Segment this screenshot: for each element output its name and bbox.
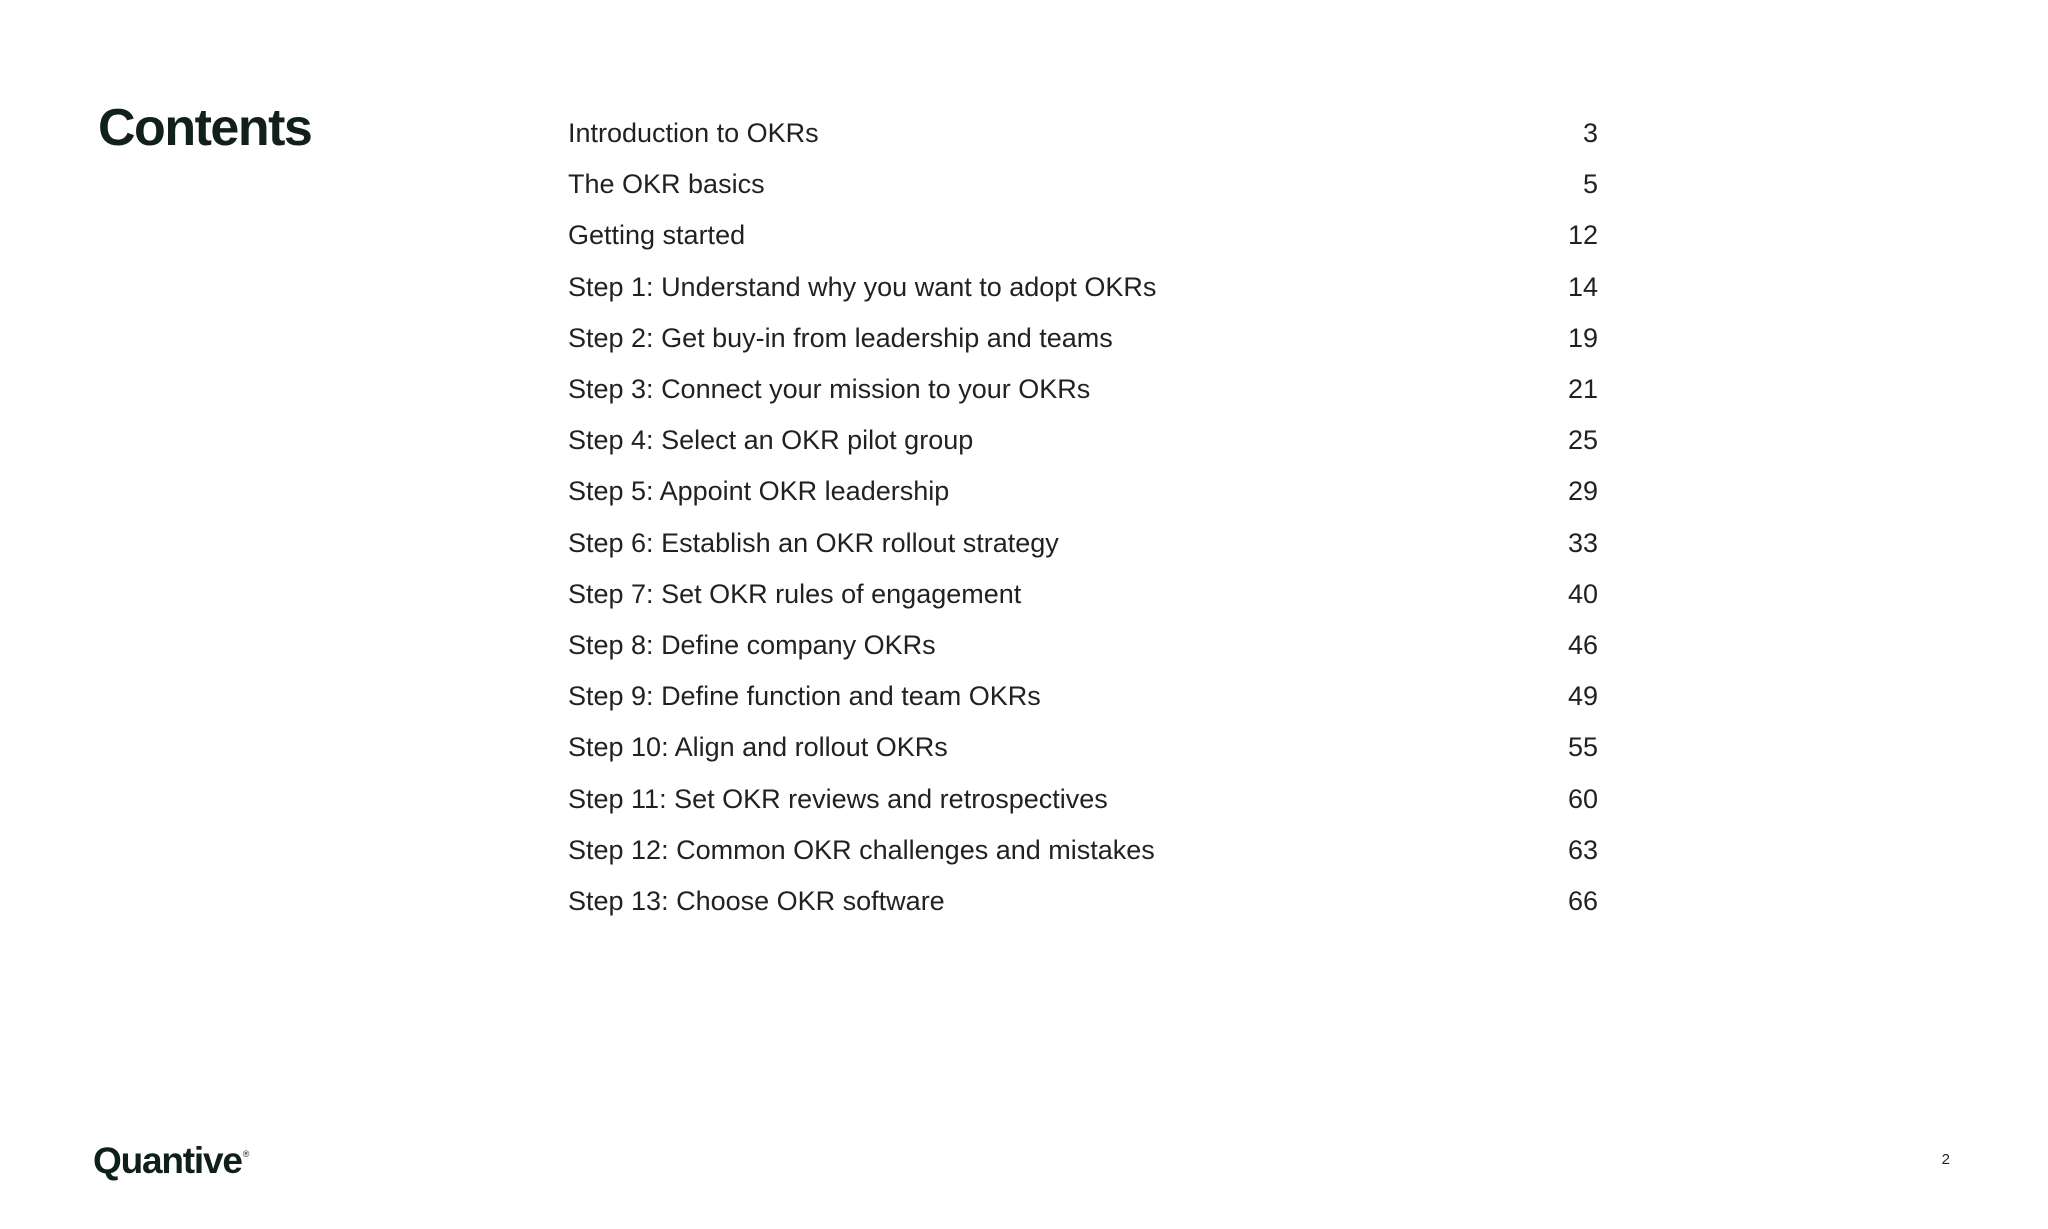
toc-entry-label: Introduction to OKRs — [568, 118, 819, 149]
toc-entry-page: 21 — [1567, 374, 1598, 405]
toc-entry-label: The OKR basics — [568, 169, 765, 200]
toc-entry[interactable] — [568, 722, 1598, 773]
toc-entry-label: Step 6: Establish an OKR rollout strategy — [568, 527, 1059, 558]
toc-entry-page: 19 — [1567, 322, 1598, 353]
toc-entry-page: 66 — [1567, 885, 1598, 916]
toc-entry-label: Step 11: Set OKR reviews and retrospectives — [568, 783, 1108, 814]
toc-entry[interactable] — [568, 364, 1598, 415]
toc-entry-page: 63 — [1567, 834, 1598, 865]
toc-entry[interactable] — [568, 773, 1598, 824]
toc-entry[interactable] — [568, 415, 1598, 466]
toc-entry-page: 33 — [1567, 527, 1598, 558]
toc-entry-label: Step 5: Appoint OKR leadership — [568, 476, 950, 507]
logo-wordmark: Quantive — [93, 1140, 242, 1181]
toc-entry-label: Step 9: Define function and team OKRs — [568, 681, 1041, 712]
toc-entry-label: Step 10: Align and rollout OKRs — [568, 732, 948, 763]
toc-entry[interactable] — [568, 825, 1598, 876]
toc-entry-label: Step 4: Select an OKR pilot group — [568, 425, 974, 456]
toc-entry-label: Step 8: Define company OKRs — [568, 629, 936, 660]
toc-entry[interactable] — [568, 466, 1598, 517]
toc-entry-page: 60 — [1567, 783, 1598, 814]
toc-entry-label: Step 13: Choose OKR software — [568, 885, 945, 916]
toc-entry[interactable] — [568, 518, 1598, 569]
table-of-contents — [568, 108, 1598, 927]
toc-entry[interactable] — [568, 876, 1598, 927]
toc-entry-label: Step 3: Connect your mission to your OKRs — [568, 374, 1091, 405]
toc-entry-page: 49 — [1567, 681, 1598, 712]
toc-entry-page: 46 — [1567, 629, 1598, 660]
toc-entry[interactable] — [568, 159, 1598, 210]
toc-entry-page: 25 — [1567, 425, 1598, 456]
toc-entry[interactable] — [568, 210, 1598, 261]
toc-entry[interactable] — [568, 108, 1598, 159]
toc-entry[interactable] — [568, 569, 1598, 620]
toc-entry-label: Getting started — [568, 220, 746, 251]
toc-entry-label: Step 7: Set OKR rules of engagement — [568, 578, 1022, 609]
toc-entry-page: 3 — [1582, 118, 1598, 149]
toc-entry[interactable] — [568, 313, 1598, 364]
toc-entry-label: Step 2: Get buy-in from leadership and teams — [568, 322, 1113, 353]
quantive-logo — [93, 1140, 249, 1182]
toc-entry-label: Step 12: Common OKR challenges and mistakes — [568, 834, 1155, 865]
toc-entry-page: 29 — [1567, 476, 1598, 507]
toc-entry-page: 5 — [1582, 169, 1598, 200]
toc-entry[interactable] — [568, 262, 1598, 313]
toc-entry[interactable] — [568, 671, 1598, 722]
toc-entry-page: 12 — [1567, 220, 1598, 251]
toc-entry[interactable] — [568, 620, 1598, 671]
registered-mark: ® — [242, 1149, 250, 1159]
toc-entry-page: 40 — [1567, 578, 1598, 609]
toc-entry-page: 55 — [1567, 732, 1598, 763]
page-title: Contents — [98, 99, 312, 157]
toc-entry-label: Step 1: Understand why you want to adopt OKRs — [568, 271, 1157, 302]
page-number: 2 — [1941, 1151, 1950, 1168]
toc-entry-page: 14 — [1567, 271, 1598, 302]
